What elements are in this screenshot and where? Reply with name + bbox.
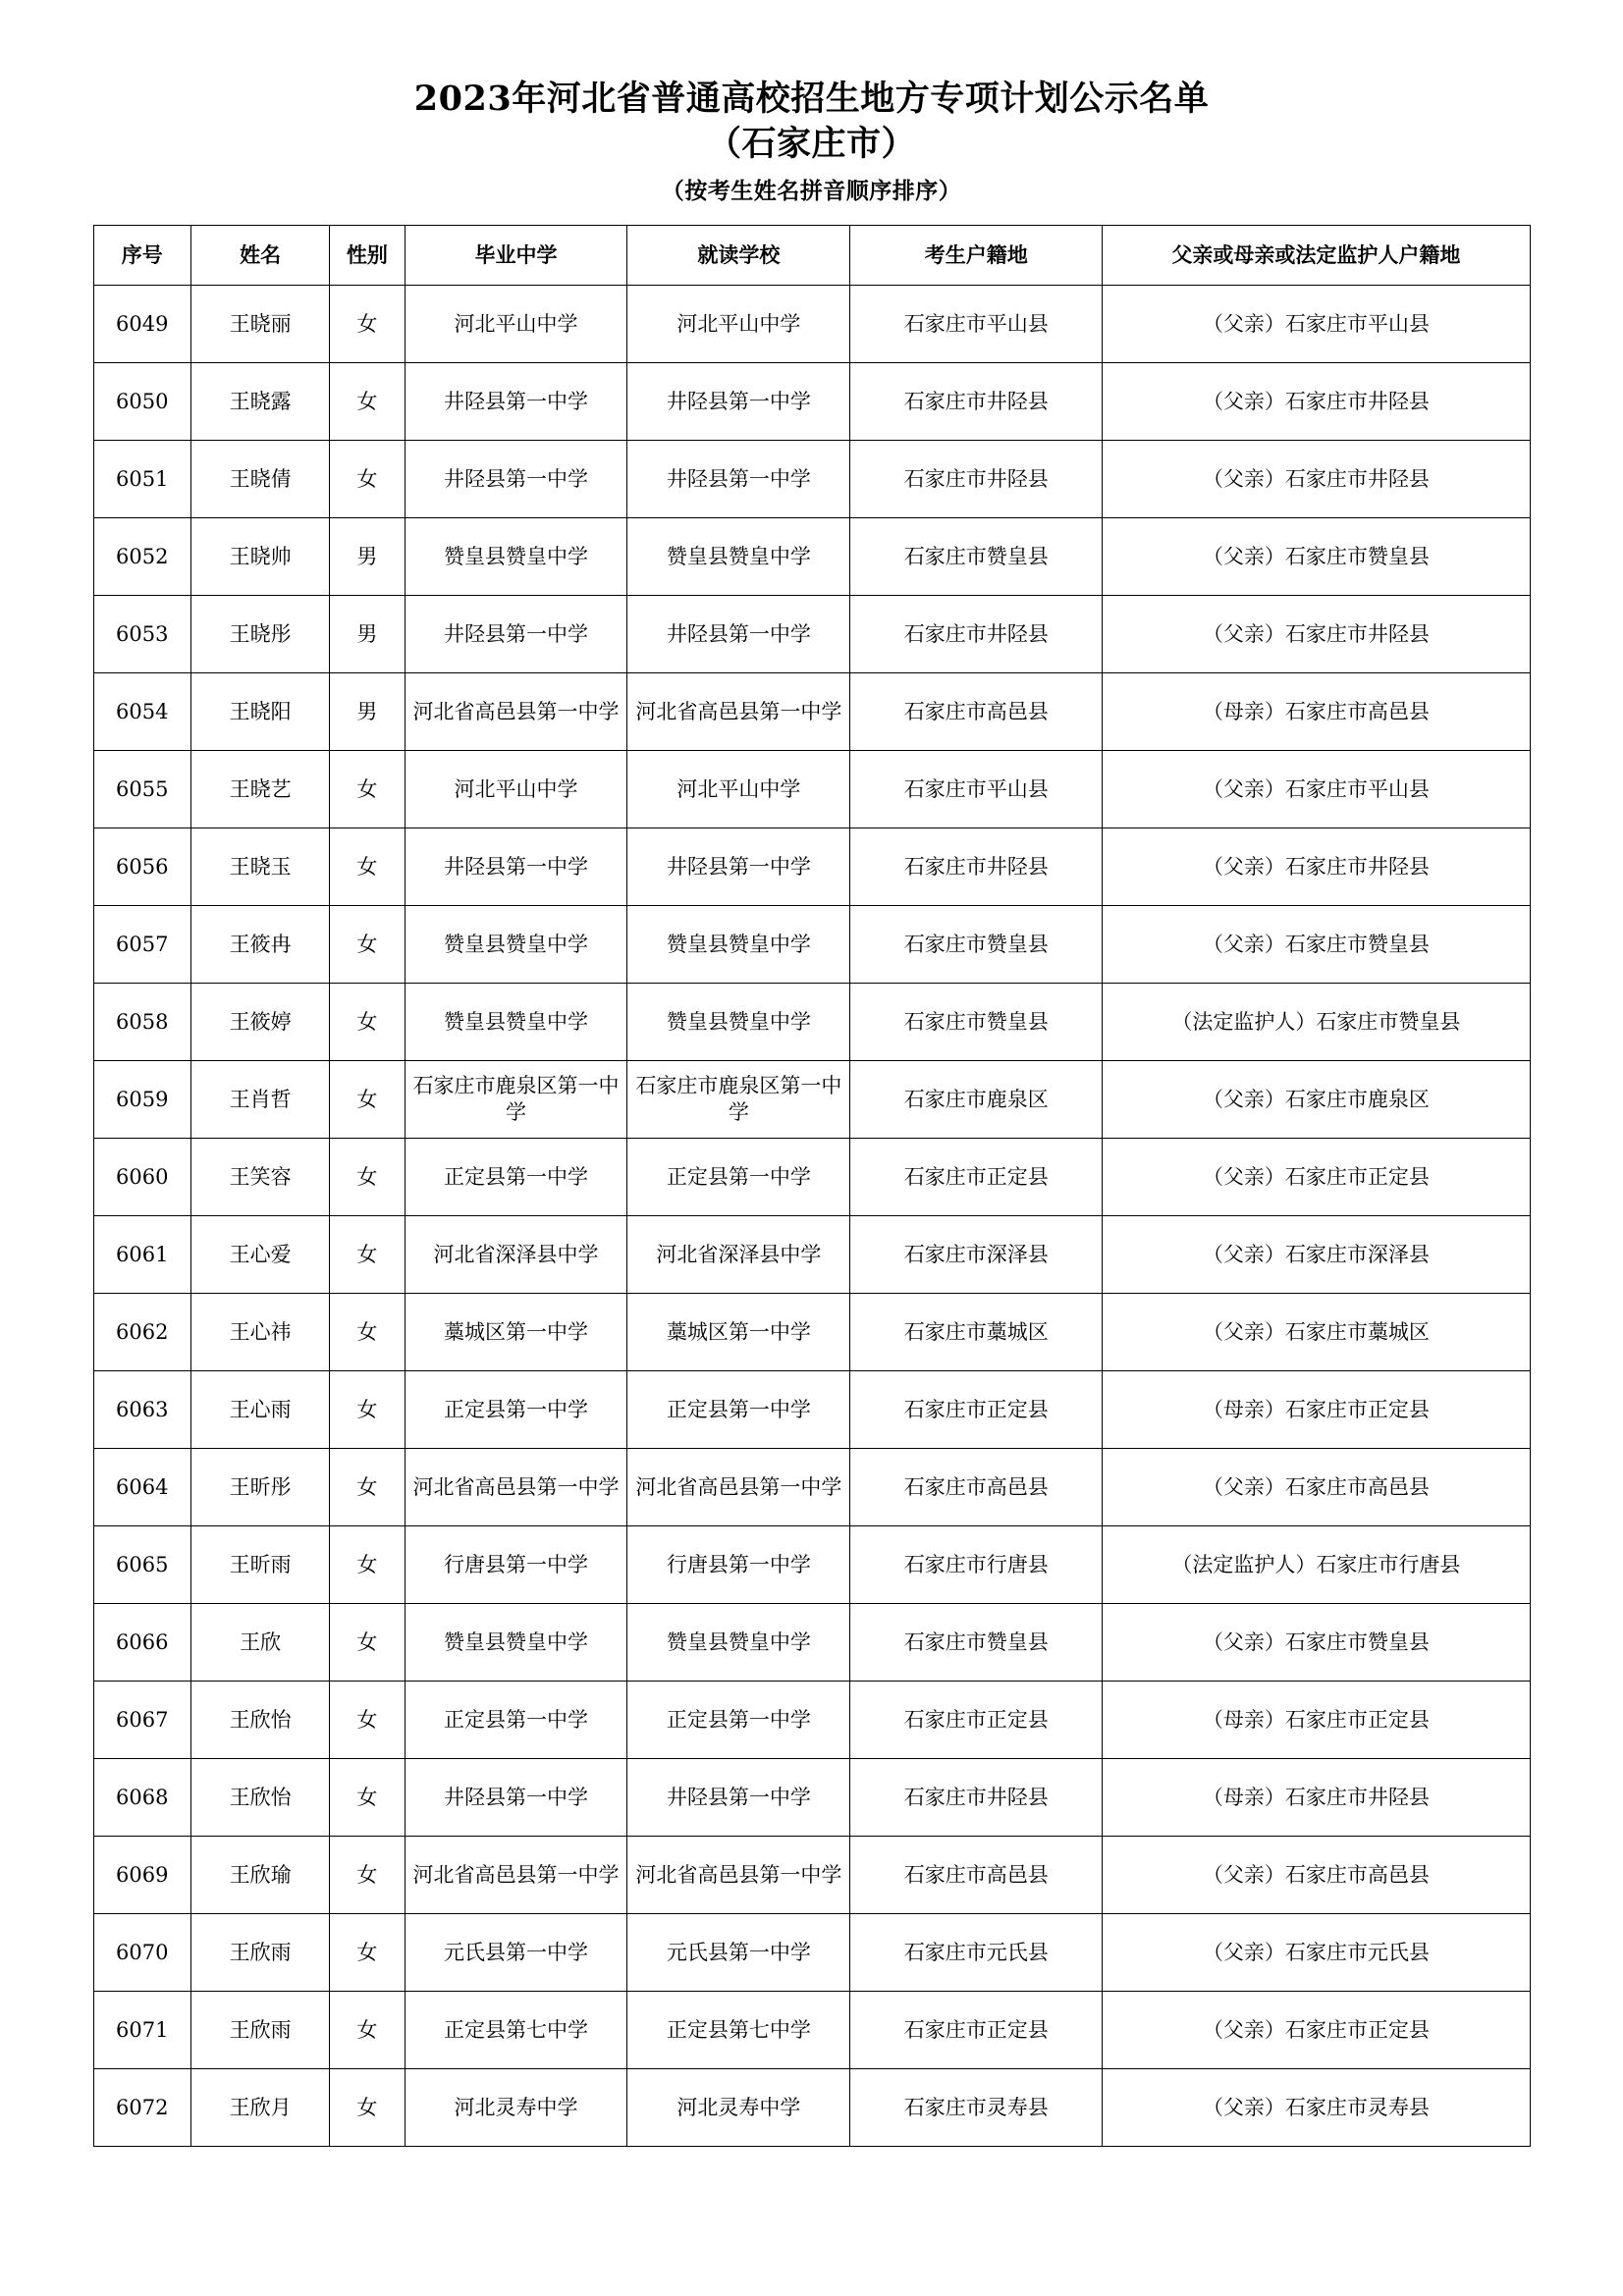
cell-index: 6072 [93, 2069, 191, 2147]
cell-sex: 女 [330, 1526, 405, 1604]
page-subtitle: （石家庄市） [706, 123, 916, 164]
table-row [93, 286, 1530, 363]
cell-sex: 女 [330, 2069, 405, 2147]
cell-name: 王欣怡 [191, 1759, 330, 1837]
cell-name: 王晓艺 [191, 751, 330, 828]
cell-attending-school: 河北灵寿中学 [627, 2069, 850, 2147]
cell-graduated-school: 河北省高邑县第一中学 [405, 673, 627, 751]
cell-sex: 女 [330, 1837, 405, 1914]
cell-guardian-residence: （父亲）石家庄市赞皇县 [1103, 518, 1530, 596]
cell-candidate-residence: 石家庄市井陉县 [850, 596, 1103, 673]
cell-name: 王晓彤 [191, 596, 330, 673]
cell-attending-school: 正定县第一中学 [627, 1682, 850, 1759]
cell-index: 6050 [93, 363, 191, 441]
cell-sex: 女 [330, 1604, 405, 1682]
table-row [93, 1759, 1530, 1837]
table-header-row [93, 226, 1530, 286]
cell-index: 6060 [93, 1139, 191, 1216]
cell-guardian-residence: （父亲）石家庄市井陉县 [1103, 828, 1530, 906]
cell-name: 王笑容 [191, 1139, 330, 1216]
roster-table-container [93, 225, 1531, 2147]
cell-name: 王欣雨 [191, 1992, 330, 2069]
cell-attending-school: 井陉县第一中学 [627, 828, 850, 906]
cell-candidate-residence: 石家庄市正定县 [850, 1139, 1103, 1216]
cell-attending-school: 赞皇县赞皇中学 [627, 518, 850, 596]
table-row [93, 906, 1530, 984]
cell-name: 王欣月 [191, 2069, 330, 2147]
cell-attending-school: 正定县第一中学 [627, 1371, 850, 1449]
cell-candidate-residence: 石家庄市正定县 [850, 1682, 1103, 1759]
cell-candidate-residence: 石家庄市井陉县 [850, 828, 1103, 906]
page-title: 2023年河北省普通高校招生地方专项计划公示名单 [413, 79, 1210, 119]
column-header-graduated-school: 毕业中学 [405, 226, 627, 286]
cell-graduated-school: 正定县第七中学 [405, 1992, 627, 2069]
table-row [93, 1061, 1530, 1139]
table-row [93, 1914, 1530, 1992]
cell-guardian-residence: （父亲）石家庄市深泽县 [1103, 1216, 1530, 1294]
cell-sex: 女 [330, 1139, 405, 1216]
cell-guardian-residence: （法定监护人）石家庄市赞皇县 [1103, 984, 1530, 1061]
cell-guardian-residence: （父亲）石家庄市平山县 [1103, 751, 1530, 828]
table-row [93, 1526, 1530, 1604]
cell-name: 王心爱 [191, 1216, 330, 1294]
cell-sex: 女 [330, 751, 405, 828]
cell-attending-school: 正定县第一中学 [627, 1139, 850, 1216]
cell-index: 6068 [93, 1759, 191, 1837]
cell-guardian-residence: （母亲）石家庄市高邑县 [1103, 673, 1530, 751]
cell-graduated-school: 河北平山中学 [405, 751, 627, 828]
cell-attending-school: 河北省高邑县第一中学 [627, 1837, 850, 1914]
cell-candidate-residence: 石家庄市井陉县 [850, 363, 1103, 441]
cell-name: 王欣雨 [191, 1914, 330, 1992]
cell-name: 王筱冉 [191, 906, 330, 984]
cell-candidate-residence: 石家庄市高邑县 [850, 1449, 1103, 1526]
cell-guardian-residence: （父亲）石家庄市井陉县 [1103, 441, 1530, 518]
cell-index: 6064 [93, 1449, 191, 1526]
cell-sex: 女 [330, 1294, 405, 1371]
cell-candidate-residence: 石家庄市赞皇县 [850, 518, 1103, 596]
cell-name: 王筱婷 [191, 984, 330, 1061]
cell-name: 王昕雨 [191, 1526, 330, 1604]
table-row [93, 1992, 1530, 2069]
cell-graduated-school: 河北省深泽县中学 [405, 1216, 627, 1294]
cell-attending-school: 石家庄市鹿泉区第一中学 [627, 1061, 850, 1139]
title-block [0, 0, 1623, 205]
cell-graduated-school: 赞皇县赞皇中学 [405, 906, 627, 984]
cell-index: 6056 [93, 828, 191, 906]
cell-guardian-residence: （父亲）石家庄市高邑县 [1103, 1449, 1530, 1526]
cell-guardian-residence: （父亲）石家庄市平山县 [1103, 286, 1530, 363]
cell-candidate-residence: 石家庄市高邑县 [850, 673, 1103, 751]
cell-attending-school: 河北平山中学 [627, 751, 850, 828]
cell-name: 王欣瑜 [191, 1837, 330, 1914]
table-row [93, 1294, 1530, 1371]
cell-guardian-residence: （父亲）石家庄市元氏县 [1103, 1914, 1530, 1992]
cell-candidate-residence: 石家庄市赞皇县 [850, 984, 1103, 1061]
cell-guardian-residence: （父亲）石家庄市正定县 [1103, 1992, 1530, 2069]
cell-attending-school: 河北省深泽县中学 [627, 1216, 850, 1294]
table-row [93, 1837, 1530, 1914]
cell-name: 王晓倩 [191, 441, 330, 518]
cell-candidate-residence: 石家庄市井陉县 [850, 1759, 1103, 1837]
cell-graduated-school: 河北省高邑县第一中学 [405, 1837, 627, 1914]
cell-attending-school: 井陉县第一中学 [627, 363, 850, 441]
cell-guardian-residence: （父亲）石家庄市鹿泉区 [1103, 1061, 1530, 1139]
cell-name: 王心祎 [191, 1294, 330, 1371]
table-row [93, 2069, 1530, 2147]
table-row [93, 751, 1530, 828]
cell-attending-school: 井陉县第一中学 [627, 441, 850, 518]
cell-attending-school: 赞皇县赞皇中学 [627, 906, 850, 984]
table-body [93, 286, 1530, 2147]
cell-index: 6062 [93, 1294, 191, 1371]
cell-index: 6069 [93, 1837, 191, 1914]
cell-sex: 女 [330, 828, 405, 906]
cell-guardian-residence: （父亲）石家庄市正定县 [1103, 1139, 1530, 1216]
cell-index: 6049 [93, 286, 191, 363]
cell-candidate-residence: 石家庄市赞皇县 [850, 1604, 1103, 1682]
table-row [93, 1604, 1530, 1682]
cell-candidate-residence: 石家庄市深泽县 [850, 1216, 1103, 1294]
cell-attending-school: 赞皇县赞皇中学 [627, 1604, 850, 1682]
cell-candidate-residence: 石家庄市鹿泉区 [850, 1061, 1103, 1139]
cell-attending-school: 正定县第七中学 [627, 1992, 850, 2069]
cell-sex: 女 [330, 1216, 405, 1294]
cell-guardian-residence: （父亲）石家庄市井陉县 [1103, 596, 1530, 673]
column-header-index: 序号 [93, 226, 191, 286]
cell-attending-school: 藁城区第一中学 [627, 1294, 850, 1371]
cell-candidate-residence: 石家庄市正定县 [850, 1992, 1103, 2069]
cell-graduated-school: 井陉县第一中学 [405, 441, 627, 518]
cell-candidate-residence: 石家庄市平山县 [850, 751, 1103, 828]
cell-attending-school: 河北平山中学 [627, 286, 850, 363]
cell-attending-school: 河北省高邑县第一中学 [627, 673, 850, 751]
table-row [93, 673, 1530, 751]
cell-sex: 女 [330, 906, 405, 984]
column-header-name: 姓名 [191, 226, 330, 286]
cell-graduated-school: 元氏县第一中学 [405, 1914, 627, 1992]
cell-graduated-school: 河北平山中学 [405, 286, 627, 363]
cell-graduated-school: 河北灵寿中学 [405, 2069, 627, 2147]
cell-graduated-school: 井陉县第一中学 [405, 1759, 627, 1837]
cell-name: 王欣怡 [191, 1682, 330, 1759]
table-row [93, 1371, 1530, 1449]
table-row [93, 828, 1530, 906]
cell-graduated-school: 赞皇县赞皇中学 [405, 518, 627, 596]
cell-candidate-residence: 石家庄市灵寿县 [850, 2069, 1103, 2147]
cell-name: 王昕彤 [191, 1449, 330, 1526]
cell-guardian-residence: （父亲）石家庄市赞皇县 [1103, 906, 1530, 984]
cell-sex: 女 [330, 1759, 405, 1837]
cell-name: 王欣 [191, 1604, 330, 1682]
cell-guardian-residence: （父亲）石家庄市井陉县 [1103, 363, 1530, 441]
cell-index: 6059 [93, 1061, 191, 1139]
cell-name: 王晓帅 [191, 518, 330, 596]
cell-sex: 男 [330, 596, 405, 673]
cell-attending-school: 井陉县第一中学 [627, 1759, 850, 1837]
cell-guardian-residence: （父亲）石家庄市灵寿县 [1103, 2069, 1530, 2147]
table-row [93, 1216, 1530, 1294]
table-row [93, 441, 1530, 518]
table-row [93, 1139, 1530, 1216]
cell-graduated-school: 正定县第一中学 [405, 1682, 627, 1759]
table-row [93, 363, 1530, 441]
cell-sex: 女 [330, 1061, 405, 1139]
cell-graduated-school: 正定县第一中学 [405, 1371, 627, 1449]
cell-graduated-school: 赞皇县赞皇中学 [405, 984, 627, 1061]
column-header-guardian-residence: 父亲或母亲或法定监护人户籍地 [1103, 226, 1530, 286]
cell-graduated-school: 石家庄市鹿泉区第一中学 [405, 1061, 627, 1139]
cell-name: 王晓玉 [191, 828, 330, 906]
cell-candidate-residence: 石家庄市高邑县 [850, 1837, 1103, 1914]
cell-candidate-residence: 石家庄市正定县 [850, 1371, 1103, 1449]
cell-sex: 女 [330, 984, 405, 1061]
cell-index: 6065 [93, 1526, 191, 1604]
cell-sex: 男 [330, 673, 405, 751]
sort-order-note: （按考生姓名拼音顺序排序） [661, 178, 962, 204]
table-row [93, 1682, 1530, 1759]
roster-table [93, 225, 1531, 2147]
cell-guardian-residence: （父亲）石家庄市藁城区 [1103, 1294, 1530, 1371]
cell-graduated-school: 井陉县第一中学 [405, 363, 627, 441]
cell-attending-school: 行唐县第一中学 [627, 1526, 850, 1604]
cell-graduated-school: 行唐县第一中学 [405, 1526, 627, 1604]
cell-sex: 女 [330, 1992, 405, 2069]
cell-graduated-school: 井陉县第一中学 [405, 828, 627, 906]
cell-index: 6067 [93, 1682, 191, 1759]
cell-sex: 女 [330, 1449, 405, 1526]
cell-sex: 女 [330, 1682, 405, 1759]
cell-graduated-school: 藁城区第一中学 [405, 1294, 627, 1371]
cell-index: 6058 [93, 984, 191, 1061]
cell-graduated-school: 井陉县第一中学 [405, 596, 627, 673]
cell-sex: 女 [330, 1914, 405, 1992]
cell-index: 6070 [93, 1914, 191, 1992]
cell-graduated-school: 河北省高邑县第一中学 [405, 1449, 627, 1526]
cell-index: 6061 [93, 1216, 191, 1294]
table-row [93, 984, 1530, 1061]
cell-index: 6053 [93, 596, 191, 673]
cell-name: 王心雨 [191, 1371, 330, 1449]
cell-graduated-school: 正定县第一中学 [405, 1139, 627, 1216]
table-header [93, 226, 1530, 286]
cell-guardian-residence: （法定监护人）石家庄市行唐县 [1103, 1526, 1530, 1604]
cell-candidate-residence: 石家庄市藁城区 [850, 1294, 1103, 1371]
cell-name: 王晓阳 [191, 673, 330, 751]
table-row [93, 596, 1530, 673]
cell-index: 6055 [93, 751, 191, 828]
cell-sex: 女 [330, 363, 405, 441]
cell-index: 6051 [93, 441, 191, 518]
column-header-sex: 性别 [330, 226, 405, 286]
cell-guardian-residence: （父亲）石家庄市赞皇县 [1103, 1604, 1530, 1682]
cell-attending-school: 元氏县第一中学 [627, 1914, 850, 1992]
cell-name: 王晓丽 [191, 286, 330, 363]
cell-guardian-residence: （母亲）石家庄市正定县 [1103, 1682, 1530, 1759]
table-row [93, 518, 1530, 596]
cell-name: 王晓露 [191, 363, 330, 441]
cell-sex: 女 [330, 441, 405, 518]
cell-attending-school: 河北省高邑县第一中学 [627, 1449, 850, 1526]
cell-candidate-residence: 石家庄市元氏县 [850, 1914, 1103, 1992]
cell-guardian-residence: （父亲）石家庄市高邑县 [1103, 1837, 1530, 1914]
cell-index: 6071 [93, 1992, 191, 2069]
cell-index: 6052 [93, 518, 191, 596]
cell-name: 王肖哲 [191, 1061, 330, 1139]
cell-sex: 男 [330, 518, 405, 596]
cell-candidate-residence: 石家庄市井陉县 [850, 441, 1103, 518]
cell-candidate-residence: 石家庄市赞皇县 [850, 906, 1103, 984]
cell-index: 6063 [93, 1371, 191, 1449]
cell-guardian-residence: （母亲）石家庄市井陉县 [1103, 1759, 1530, 1837]
column-header-attending-school: 就读学校 [627, 226, 850, 286]
cell-index: 6066 [93, 1604, 191, 1682]
cell-graduated-school: 赞皇县赞皇中学 [405, 1604, 627, 1682]
cell-attending-school: 井陉县第一中学 [627, 596, 850, 673]
cell-candidate-residence: 石家庄市平山县 [850, 286, 1103, 363]
cell-guardian-residence: （母亲）石家庄市正定县 [1103, 1371, 1530, 1449]
cell-candidate-residence: 石家庄市行唐县 [850, 1526, 1103, 1604]
cell-sex: 女 [330, 1371, 405, 1449]
cell-attending-school: 赞皇县赞皇中学 [627, 984, 850, 1061]
cell-sex: 女 [330, 286, 405, 363]
cell-index: 6057 [93, 906, 191, 984]
table-row [93, 1449, 1530, 1526]
column-header-candidate-residence: 考生户籍地 [850, 226, 1103, 286]
cell-index: 6054 [93, 673, 191, 751]
